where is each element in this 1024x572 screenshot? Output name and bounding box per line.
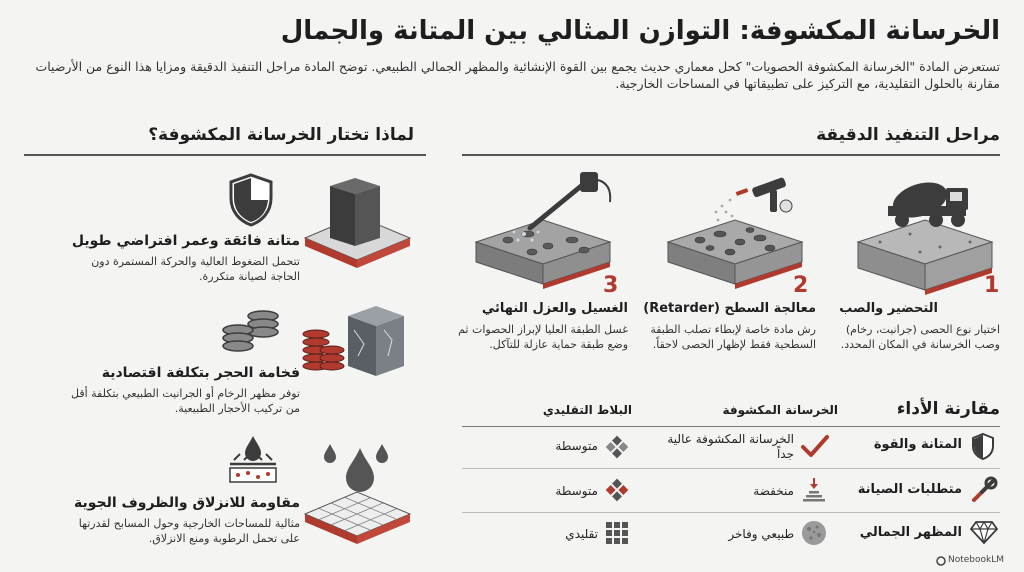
low-level-icon	[800, 476, 828, 502]
row-aesthetics-exposed: طبيعي وفاخر	[728, 527, 794, 541]
wrench-icon	[970, 476, 998, 504]
row-label-durability: المتانة والقوة	[873, 437, 962, 452]
shield-icon	[970, 432, 996, 460]
step-number-1: 1	[984, 273, 1000, 298]
step-title-1: التحضير والصب	[839, 301, 938, 316]
column-header-exposed: الخرسانة المكشوفة	[722, 403, 838, 417]
marble-cube-illustration	[296, 300, 414, 390]
step-desc-2: رش مادة خاصة لإبطاء تصلب الطبقة السطحية فقط لإظهار الحصى لاحقاً.	[650, 323, 816, 351]
row-label-maintenance: متطلبات الصيانة	[857, 482, 962, 497]
shield-icon	[226, 172, 276, 228]
why-title-2: فخامة الحجر بتكلفة اقتصادية	[101, 365, 300, 381]
steps-heading: مراحل التنفيذ الدقيقة	[816, 125, 1000, 145]
why-heading: لماذا تختار الخرسانة المكشوفة؟	[148, 125, 414, 145]
row-maintenance-traditional: متوسطة	[555, 484, 598, 498]
row-divider	[462, 468, 1000, 469]
footer-brand: NotebookLM	[948, 555, 1005, 565]
stone-texture-icon	[800, 519, 828, 547]
column-header-traditional: البلاط التقليدي	[542, 403, 632, 417]
why-desc-3: مثالية للمساحات الخارجية وحول المسابح لقدرتها على تحمل الرطوبة ومنع الانزلاق.	[78, 517, 300, 545]
pressure-wash-illustration	[468, 168, 618, 298]
mixer-truck-illustration	[850, 172, 1000, 297]
why-desc-2: توفر مظهر الرخام أو الجرانيت الطبيعي بتكلفة أقل من تركيب الأحجار الطبيعية.	[71, 387, 300, 415]
step-desc-1: اختيار نوع الحصى (جرانيت، رخام) وصب الخرسانة في المكان المحدد.	[840, 323, 1000, 351]
step-number-3: 3	[603, 273, 619, 298]
anti-slip-surface-illustration	[300, 436, 415, 551]
row-durability-exposed: الخرسانة المكشوفة عالية جداً	[667, 432, 794, 461]
page-title: الخرسانة المكشوفة: التوازن المثالي بين المتانة والجمال	[280, 16, 1000, 46]
notebooklm-logo-icon	[936, 556, 946, 566]
retarder-spray-illustration	[660, 172, 810, 297]
why-title-3: مقاومة للانزلاق والظروف الجوية	[73, 495, 300, 511]
comparison-heading: مقارنة الأداء	[896, 399, 1000, 419]
row-maintenance-exposed: منخفضة	[753, 484, 794, 498]
row-aesthetics-traditional: تقليدي	[565, 527, 598, 541]
table-header-divider	[462, 426, 1000, 427]
coins-icon	[218, 302, 288, 360]
row-divider	[462, 512, 1000, 513]
why-title-1: متانة فائقة وعمر افتراضي طويل	[71, 233, 300, 249]
step-title-2: معالجة السطح (Retarder)	[643, 301, 816, 316]
intro-paragraph: تستعرض المادة "الخرسانة المكشوفة الحصويات" كحل معماري حديث يجمع بين القوة الإنشائية والمظهر الجمالي الطبيعي. توضح المادة مراحل التنفيذ الدقيقة ومزايا هذا النوع من الأرضيات مقارنة بالحلول التقليدية، مع التركيز على تطبيقاتها في المساحات الخارجية.	[35, 59, 1000, 91]
durability-block-illustration	[300, 176, 415, 276]
step-title-3: الغسيل والعزل النهائي	[481, 301, 628, 316]
why-divider	[24, 154, 426, 156]
row-durability-traditional: متوسطة	[555, 439, 598, 453]
steps-divider	[462, 154, 1000, 156]
row-label-aesthetics: المظهر الجمالي	[859, 525, 962, 540]
step-number-2: 2	[793, 273, 809, 298]
diamond-icon	[970, 520, 998, 544]
grid-tile-icon	[604, 520, 630, 546]
water-resistance-icon	[224, 432, 282, 488]
step-desc-3: غسل الطبقة العليا لإبراز الحصوات ثم وضع طبقة حماية عازلة للتآكل.	[458, 323, 628, 351]
checkmark-icon	[800, 433, 830, 459]
tile-pattern-icon	[604, 434, 630, 460]
tile-pattern-icon	[604, 477, 630, 503]
why-desc-1: تتحمل الضغوط العالية والحركة المستمرة دون الحاجة لصيانة متكررة.	[91, 255, 300, 283]
